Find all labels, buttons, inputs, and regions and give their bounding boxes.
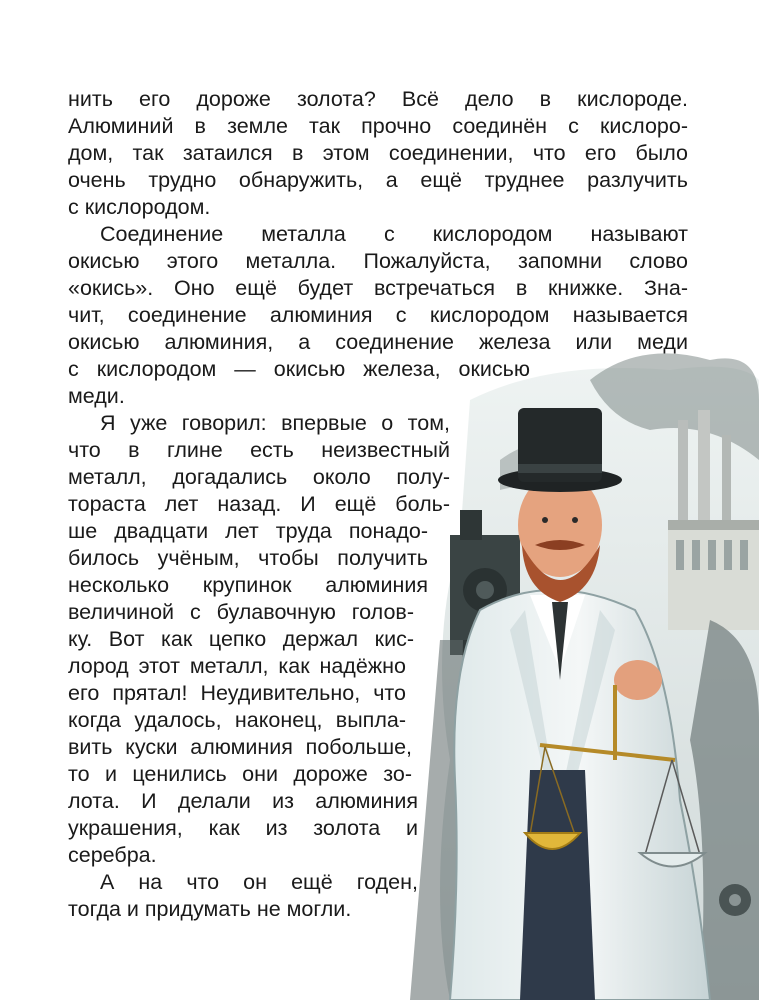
- text-line: меди.: [68, 384, 125, 408]
- text-line: когда удалось, наконец, выпла-: [68, 708, 406, 732]
- text-line: дом, так затаился в этом соединении, что его было: [68, 141, 688, 165]
- text-line: с кислородом — окисью железа, окисью: [68, 357, 530, 381]
- text-line: ше двадцати лет труда понадо-: [68, 519, 428, 543]
- hand: [614, 660, 662, 700]
- text-line: лород этот металл, как надёжно: [68, 654, 406, 678]
- text-line: с кислородом.: [68, 195, 211, 219]
- text-line: нить его дороже золота? Всё дело в кислороде.: [68, 87, 688, 111]
- text-line: Я уже говорил: впервые о том,: [100, 411, 450, 435]
- text-line: чит, соединение алюминия с кислородом называется: [68, 303, 688, 327]
- text-line: билось учёным, чтобы получить: [68, 546, 428, 570]
- text-line: лота. И делали из алюминия: [68, 789, 418, 813]
- text-line: его прятал! Неудивительно, что: [68, 681, 406, 705]
- text-line: окисью алюминия, а соединение железа или меди: [68, 330, 688, 354]
- text-line: окисью этого металла. Пожалуйста, запомни слово: [68, 249, 688, 273]
- text-line: тогда и придумать не могли.: [68, 897, 352, 921]
- text-line: серебра.: [68, 843, 157, 867]
- text-line: то и ценились они дороже зо-: [68, 762, 412, 786]
- text-line: ку. Вот как цепко держал кис-: [68, 627, 414, 651]
- scientist-illustration: [410, 340, 759, 1000]
- text-line: металл, догадались около полу-: [68, 465, 450, 489]
- text-line: что в глине есть неизвестный: [68, 438, 450, 462]
- text-line: вить куски алюминия побольше,: [68, 735, 412, 759]
- text-line: тораста лет назад. И ещё боль-: [68, 492, 450, 516]
- text-line: Соединение металла с кислородом называют: [100, 222, 688, 246]
- text-line: «окись». Оно ещё будет встречаться в книжке. Зна-: [68, 276, 688, 300]
- text-line: очень трудно обнаружить, а ещё труднее разлучить: [68, 168, 688, 192]
- text-line: А на что он ещё годен,: [100, 870, 418, 894]
- text-line: несколько крупинок алюминия: [68, 573, 428, 597]
- text-line: величиной с булавочную голов-: [68, 600, 414, 624]
- text-line: украшения, как из золота и: [68, 816, 418, 840]
- text-line: Алюминий в земле так прочно соединён с кислоро-: [68, 114, 688, 138]
